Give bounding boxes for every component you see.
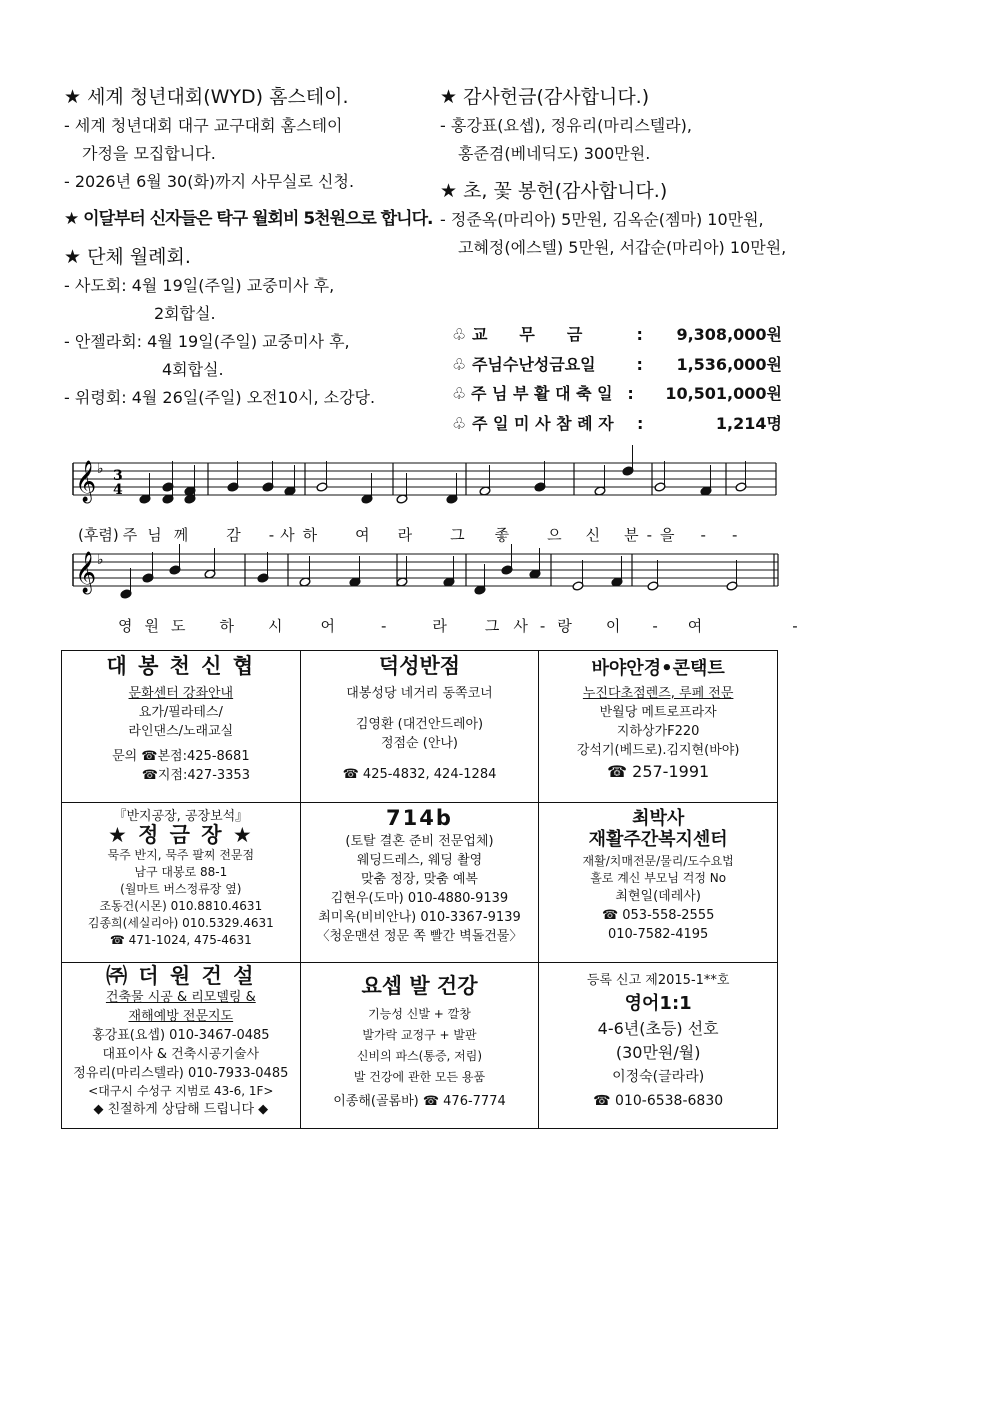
ad-title: 대 봉 천 신 협: [106, 654, 256, 678]
ad-jeonggeumjang: [62, 803, 301, 963]
ad-line: 대봉성당 네거리 동쪽코너: [346, 686, 493, 701]
stat-colon: :: [637, 413, 644, 433]
ad-title: 714b: [386, 806, 453, 830]
thanks-title: ★ 감사헌금(감사합니다.): [440, 86, 650, 108]
ad-daebong-shinhyup: [62, 651, 301, 803]
thanks-line-1: - 홍강표(요셉), 정유리(마리스텔라),: [440, 116, 693, 135]
lyric-syllable: 님: [147, 526, 162, 544]
lyric-syllable: 어: [320, 617, 335, 635]
lyric-syllable: 라: [397, 526, 413, 544]
ad-title: 바야안경•콘택트: [591, 658, 725, 679]
thanks-line-2: 홍준겸(베네딕도) 300만원.: [458, 144, 651, 163]
flowers-line-1: - 정준옥(마리아) 5만원, 김옥순(젬마) 10만원,: [440, 210, 764, 229]
club-icon: ♧: [452, 384, 467, 403]
ad-line: 조동건(시몬) 010.8810.4631: [99, 899, 263, 913]
ad-line: 라인댄스/노래교실: [128, 724, 234, 739]
ad-line: 발가락 교정구 + 발판: [362, 1028, 477, 1042]
wyd-line-2: 가정을 모집합니다.: [82, 144, 216, 163]
club-icon: ♧: [452, 325, 467, 344]
flowers-line-2: 고혜정(에스텔) 5만원, 서갑순(마리아) 10만원,: [458, 238, 787, 257]
ad-line: 홀로 계신 부모님 걱정 No: [590, 871, 727, 885]
ad-line: 발 건강에 관한 모든 용품: [353, 1070, 486, 1084]
lyric-syllable: 하: [302, 526, 318, 544]
lyric-syllable: 여: [355, 526, 370, 544]
lyric-syllable: 원: [144, 617, 159, 635]
ad-line: ☎ 010-6538-6830: [593, 1093, 724, 1109]
groups-line-3: - 안젤라회: 4월 19일(주일) 교중미사 후,: [64, 332, 350, 351]
ad-line: (30만원/월): [615, 1043, 701, 1062]
lyric-syllable: 그: [484, 617, 500, 635]
ad-title: 최박사: [632, 808, 685, 829]
lyric-syllable: 좋: [494, 526, 510, 544]
treble-clef: 𝄞: [75, 461, 97, 502]
ad-line: 건축물 시공 & 리모델링 &: [105, 990, 256, 1005]
lyric-syllable: 께: [173, 526, 189, 544]
staff-line-1: [73, 445, 776, 504]
ads-row: [62, 963, 778, 1129]
lyric-syllable: -: [652, 617, 658, 635]
ad-pre: 『반지공장, 공장보석』: [113, 809, 249, 824]
ad-line: 이정숙(글라라): [612, 1069, 705, 1085]
ad-line: ☎ 425-4832, 424-1284: [342, 767, 497, 782]
lyric-syllable: 도: [171, 617, 186, 635]
lyric-syllable: 을: [660, 526, 675, 544]
lyric-syllable: 그: [450, 526, 465, 544]
groups-title: ★ 단체 월례회.: [64, 246, 191, 268]
flat-sign: ♭: [97, 461, 104, 477]
groups-line-2: 2회합실.: [154, 304, 216, 323]
wyd-line-3: - 2026년 6월 30(화)까지 사무실로 신청.: [64, 172, 355, 191]
lyric-syllable: -: [700, 526, 706, 544]
ad-line: 반월당 메트로프라자: [599, 705, 717, 720]
wyd-line-1: - 세계 청년대회 대구 교구대회 홈스테이: [64, 116, 343, 135]
lyric-syllable: -: [268, 526, 275, 544]
lyric-syllable: 랑: [557, 617, 572, 635]
ad-line: 정점순 (안나): [380, 736, 459, 751]
ads-table: [61, 650, 778, 1129]
ad-line: 남구 대봉로 88-1: [134, 865, 228, 879]
ad-pre: 등록 신고 제2015-1**호: [586, 973, 730, 988]
ad-line: 누진다초점렌즈, 루페 전문: [582, 686, 734, 701]
stat-label: 교 무 금: [471, 325, 583, 344]
lyric-syllable: 분: [624, 526, 639, 544]
ad-title: ㈜ 더 원 건 설: [106, 964, 256, 988]
ad-line: 4-6년(초등) 선호: [597, 1019, 719, 1038]
lyric-syllable: 사: [280, 526, 295, 544]
ad-line: 맞춤 정장, 맞춤 예복: [360, 872, 478, 887]
ad-line: ☎ 257-1991: [607, 762, 710, 781]
club-icon: ♧: [452, 413, 467, 433]
ad-line: 〈청운맨션 정문 쪽 빨간 벽돌건물〉: [316, 929, 523, 944]
lyric-syllable: 라: [432, 617, 447, 635]
staff-line-2: [73, 544, 778, 599]
ad-line: 묵주 반지, 묵주 팔찌 전문점: [107, 848, 255, 862]
ad-line: 강석기(베드로).김지현(바야): [576, 743, 740, 758]
lyric-syllable: 하: [219, 617, 234, 635]
stat-colon: :: [636, 325, 643, 344]
ad-english-tutoring: [539, 963, 778, 1129]
ad-714b: [300, 803, 539, 963]
ad-line: 문의 ☎본점:425-8681: [112, 749, 250, 764]
stat-colon: :: [636, 354, 643, 374]
stat-label: 주 님 부 활 대 축 일: [470, 384, 613, 403]
ad-title: ★ 정 금 장 ★: [107, 823, 254, 847]
stat-value: 1,536,000원: [676, 354, 782, 374]
ad-line: 대표이사 & 건축시공기술사: [102, 1047, 260, 1062]
lyric-syllable: 여: [687, 617, 703, 635]
ad-title: 영어1:1: [624, 993, 692, 1014]
flat-sign: ♭: [97, 552, 104, 568]
lyric-syllable: 주: [122, 526, 138, 544]
ad-line: 김영환 (대건안드레아): [355, 717, 484, 732]
lyric-syllable: -: [381, 617, 387, 635]
ad-line: ☎ 053-558-2555: [601, 908, 715, 923]
ad-the-one-construction: [62, 963, 301, 1129]
ad-baya-optical: [539, 651, 778, 803]
ad-line: (토탈 결혼 준비 전문업체): [345, 834, 494, 849]
lyrics-line-2: [118, 615, 812, 636]
ad-line: 재해예방 전문지도: [128, 1009, 234, 1024]
ad-line: 지하상가F220: [616, 724, 700, 739]
ad-line: 홍강표(요셉) 010-3467-0485: [92, 1028, 270, 1043]
ad-joseph-foot-health: [300, 963, 539, 1129]
lyric-syllable: 으: [547, 526, 562, 544]
groups-line-1: - 사도회: 4월 19일(주일) 교중미사 후,: [64, 276, 335, 295]
ad-line: 최미옥(비비안나) 010-3367-9139: [318, 910, 521, 925]
music-score: [0, 0, 992, 650]
ad-title: 요셉 발 건강: [361, 974, 478, 998]
ad-line: 문화센터 강좌안내: [128, 686, 234, 701]
stat-value: 10,501,000원: [665, 384, 782, 403]
wyd-title: ★ 세계 청년대회(WYD) 홈스테이.: [64, 86, 349, 108]
ad-line: 010-7582-4195: [607, 927, 709, 942]
ad-line: 정유리(마리스텔라) 010-7933-0485: [73, 1066, 289, 1081]
club-icon: ♧: [452, 354, 467, 374]
lyric-syllable: -: [539, 617, 546, 635]
ad-line: 기능성 신발 + 깔창: [368, 1007, 471, 1021]
ads-row: [62, 651, 778, 803]
ad-title: 덕성반점: [378, 654, 461, 678]
lyric-syllable: 신: [585, 526, 601, 544]
stat-colon: :: [627, 384, 634, 403]
ad-title-2: 재활주간복지센터: [588, 829, 728, 850]
lyric-syllable: -: [792, 617, 798, 635]
ad-line: 김현우(도마) 010-4880-9139: [330, 891, 509, 906]
lyric-syllable: 사: [513, 617, 528, 635]
lyric-syllable: 감: [226, 526, 241, 544]
lyric-syllable: -: [646, 526, 653, 544]
ad-line: 재활/치매전문/물리/도수요법: [582, 854, 734, 868]
stat-value: 1,214명: [715, 413, 782, 433]
ad-line: ◆ 친절하게 상담해 드립니다 ◆: [93, 1102, 269, 1117]
lyric-syllable: 영: [118, 617, 133, 635]
lyrics-line-1: [78, 524, 751, 545]
time-signature: 3: [113, 468, 123, 484]
ad-line: 최현일(데레사): [615, 889, 701, 904]
groups-line-4: 4회합실.: [162, 360, 224, 379]
ad-line: ☎ 471-1024, 475-4631: [109, 933, 252, 947]
stat-label: 주 일 미 사 참 례 자: [472, 413, 614, 433]
lyric-syllable: 이: [605, 617, 621, 635]
ad-line: 김종희(세실리아) 010.5329.4631: [87, 916, 274, 930]
ad-line: 이종해(골롬바) ☎ 476-7774: [333, 1094, 506, 1109]
ad-line: 신비의 파스(통증, 저림): [356, 1049, 483, 1063]
stat-label: 주님수난성금요일: [471, 354, 596, 374]
ad-deoksung-banjeom: [300, 651, 539, 803]
ad-line: (월마트 버스정류장 옆): [120, 882, 242, 896]
lyric-syllable: 시: [268, 617, 283, 635]
ad-line: <대구시 수성구 지범로 43-6, 1F>: [88, 1084, 274, 1098]
stat-value: 9,308,000원: [676, 325, 782, 344]
ads-row: [62, 803, 778, 963]
groups-line-5: - 위령회: 4월 26일(주일) 오전10시, 소강당.: [64, 388, 376, 407]
flowers-title: ★ 초, 꽃 봉헌(감사합니다.): [440, 180, 668, 202]
lyric-syllable: -: [731, 526, 738, 544]
ad-line: 요가/필라테스/: [138, 705, 223, 720]
ad-line: 웨딩드레스, 웨딩 촬영: [356, 853, 483, 868]
time-signature-bottom: 4: [113, 482, 123, 498]
ad-line: ☎지점:427-3353: [141, 768, 250, 783]
treble-clef: 𝄞: [75, 552, 97, 593]
ad-choi-rehab-center: [539, 803, 778, 963]
lyric-syllable: (후렴): [78, 526, 119, 544]
fee-title: ★ 이달부터 신자들은 탁구 월회비 5천원으로 합니다.: [64, 209, 433, 229]
